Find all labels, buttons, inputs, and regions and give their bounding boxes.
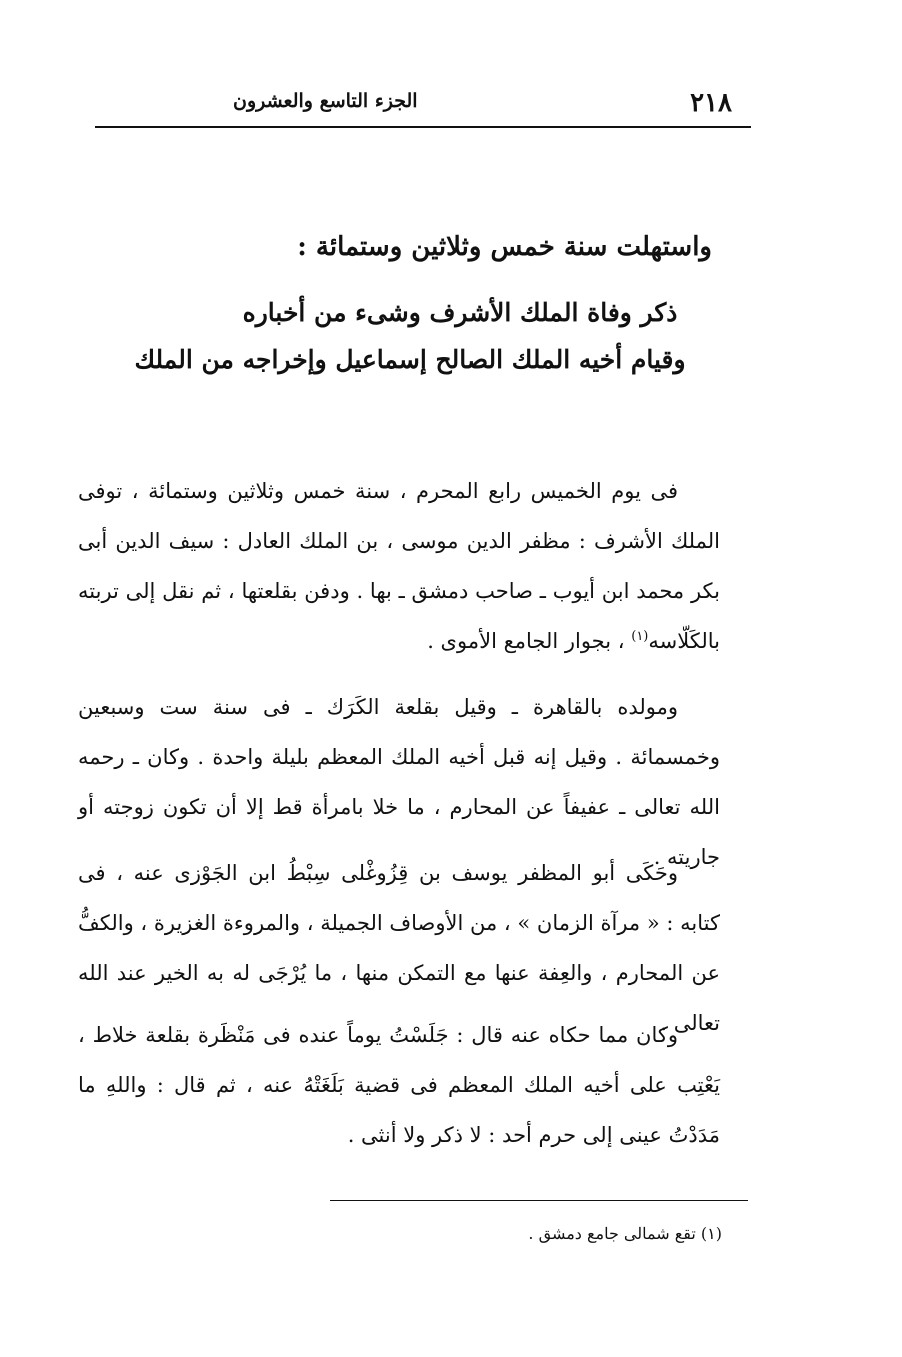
page-number: ٢١٨: [690, 88, 732, 118]
year-heading: واستهلت سنة خمس وثلاثين وستمائة :: [297, 232, 712, 262]
paragraph-3-text: وحَكَى أبو المظفر يوسف بن قِزُوغْلى سِبْطُ ابن الجَوْزى عنه ، فى كتابه : « مرآة الزمان » ، من الأوصاف الجميلة ، والمروءة الغزيرة ، والكفُّ عن المحارم ، والعِفة عنها مع التمكن منها ، ما يُرْجَى له به الخير عند الله تعالى .: [78, 861, 720, 1035]
paragraph-4: [78, 1010, 720, 1160]
book-part-title: الجزء التاسع والعشرون: [233, 90, 418, 112]
paragraph-1-text: فى يوم الخميس رابع المحرم ، سنة خمس وثلاثين وستمائة ، توفى الملك الأشرف : مظفر الدين موسى ، بن الملك العادل : سيف الدين أبى بكر محمد ابن أيوب ـ صاحب دمشق ـ بها . ودفن بقلعتها ، ثم نقل إلى تربته بالكَلّاسه: [78, 479, 720, 653]
paragraph-1: [78, 466, 720, 666]
paragraph-1-end: ، بجوار الجامع الأموى .: [427, 629, 625, 653]
section-title-line-2: وقيام أخيه الملك الصالح إسماعيل وإخراجه من الملك: [134, 345, 686, 374]
footnote-divider: [330, 1200, 748, 1201]
header-divider: [95, 126, 751, 128]
section-title-line-1: ذكر وفاة الملك الأشرف وشىء من أخباره: [242, 298, 678, 327]
footnote: (١) تقع شمالى جامع دمشق .: [528, 1224, 722, 1243]
paragraph-2-text: ومولده بالقاهرة ـ وقيل بقلعة الكَرَك ـ فى سنة ست وسبعين وخمسمائة . وقيل إنه قبل أخيه الملك المعظم بليلة واحدة . وكان ـ رحمه الله تعالى ـ عفيفاً عن المحارم ، ما خلا بامرأة قط إلا أن تكون زوجته أو جاريته .: [78, 695, 720, 869]
paragraph-4-text: وكان مما حكاه عنه قال : جَلَسْتُ يوماً عنده فى مَنْظَرة بقلعة خلاط ، يَعْتِب على أخيه الملك المعظم فى قضية بَلَغَتْهُ عنه ، ثم قال : واللهِ ما مَدَدْتُ عينى إلى حرم أحد : لا ذكر ولا أنثى .: [78, 1023, 720, 1147]
running-head: [95, 78, 750, 122]
footnote-marker: (١): [631, 629, 649, 644]
